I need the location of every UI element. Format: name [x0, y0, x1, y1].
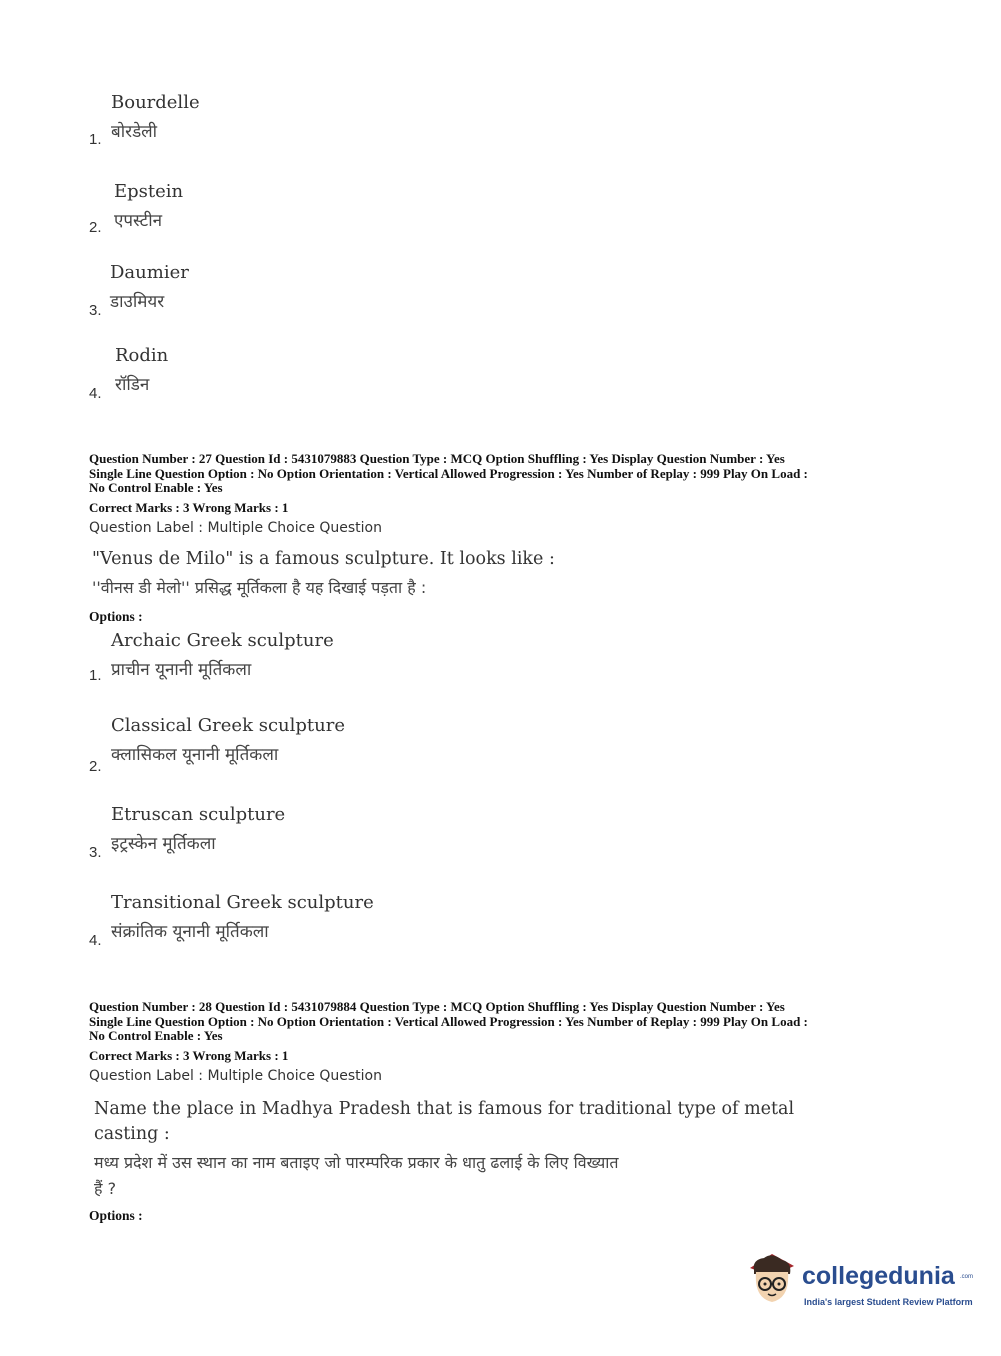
- meta-line: Question Number : 28 Question Id : 5431079884 Question Type : MCQ Option Shuffling : Yes Display Question Number : Yes: [89, 999, 785, 1014]
- option-text-en: Transitional Greek sculpture: [111, 892, 374, 913]
- option-text-hi: रॉडिन: [115, 375, 150, 395]
- meta-line: Question Number : 27 Question Id : 5431079883 Question Type : MCQ Option Shuffling : Yes Display Question Number : Yes: [89, 451, 785, 466]
- question-27-text-en: "Venus de Milo" is a famous sculpture. It looks like :: [92, 549, 555, 569]
- meta-line: Single Line Question Option : No Option Orientation : Vertical Allowed Progression : Yes Number of Replay : 999 Play On Load :: [89, 465, 808, 481]
- option-text-hi: क्लासिकल यूनानी मूर्तिकला: [111, 745, 279, 765]
- option-text-en: Epstein: [114, 181, 184, 202]
- question-27-marks: Correct Marks : 3 Wrong Marks : 1: [89, 500, 289, 515]
- meta-line: No Control Enable : Yes: [89, 1028, 223, 1043]
- question-28-text-hi-line2: हैं ?: [94, 1179, 117, 1198]
- question-27-label: Question Label : Multiple Choice Question: [89, 520, 382, 536]
- option-text-hi: डाउमियर: [110, 292, 165, 312]
- option-text-hi: बोरडेली: [111, 122, 158, 142]
- option-text-en: Daumier: [110, 262, 189, 283]
- option-text-en: Etruscan sculpture: [111, 804, 286, 825]
- mascot-icon: [742, 1248, 804, 1314]
- option-number: 3.: [89, 844, 102, 861]
- option-text-en: Bourdelle: [111, 92, 200, 113]
- option-number: 2.: [89, 219, 102, 236]
- option-number: 3.: [89, 302, 102, 319]
- question-27-meta: [89, 452, 919, 496]
- question-27-text-hi: ''वीनस डी मेलो'' प्रसिद्ध मूर्तिकला है यह दिखाई पड़ता है :: [92, 578, 427, 597]
- meta-line: Single Line Question Option : No Option Orientation : Vertical Allowed Progression : Yes Number of Replay : 999 Play On Load :: [89, 1013, 808, 1029]
- meta-line: No Control Enable : Yes: [89, 480, 223, 495]
- option-text-en: Rodin: [115, 345, 169, 366]
- option-text-en: Archaic Greek sculpture: [111, 630, 334, 651]
- option-text-hi: प्राचीन यूनानी मूर्तिकला: [111, 660, 252, 680]
- option-number: 1.: [89, 131, 102, 148]
- question-28-text-hi-line1: मध्य प्रदेश में उस स्थान का नाम बताइए जो पारम्परिक प्रकार के धातु ढलाई के लिए विख्यात: [94, 1153, 619, 1172]
- option-number: 2.: [89, 758, 102, 775]
- collegedunia-logo: [742, 1248, 972, 1318]
- option-number: 1.: [89, 667, 102, 684]
- option-text-hi: एपस्टीन: [114, 211, 163, 231]
- option-text-en: Classical Greek sculpture: [111, 715, 345, 736]
- question-27-options-label: Options :: [89, 609, 143, 624]
- logo-brand: collegedunia: [802, 1262, 955, 1290]
- question-28-label: Question Label : Multiple Choice Question: [89, 1068, 382, 1084]
- logo-tagline: India's largest Student Review Platform: [804, 1297, 973, 1307]
- option-number: 4.: [89, 385, 102, 402]
- question-28-text-en-line1: Name the place in Madhya Pradesh that is famous for traditional type of metal: [94, 1099, 795, 1119]
- option-number: 4.: [89, 932, 102, 949]
- logo-com: .com: [960, 1274, 974, 1280]
- option-text-hi: इट्रस्केन मूर्तिकला: [111, 834, 216, 854]
- question-28-meta: [89, 1000, 919, 1044]
- question-28-options-label: Options :: [89, 1208, 143, 1223]
- question-28-marks: Correct Marks : 3 Wrong Marks : 1: [89, 1048, 289, 1063]
- option-text-hi: संक्रांतिक यूनानी मूर्तिकला: [111, 922, 269, 942]
- question-28-text-en-line2: casting :: [94, 1124, 170, 1144]
